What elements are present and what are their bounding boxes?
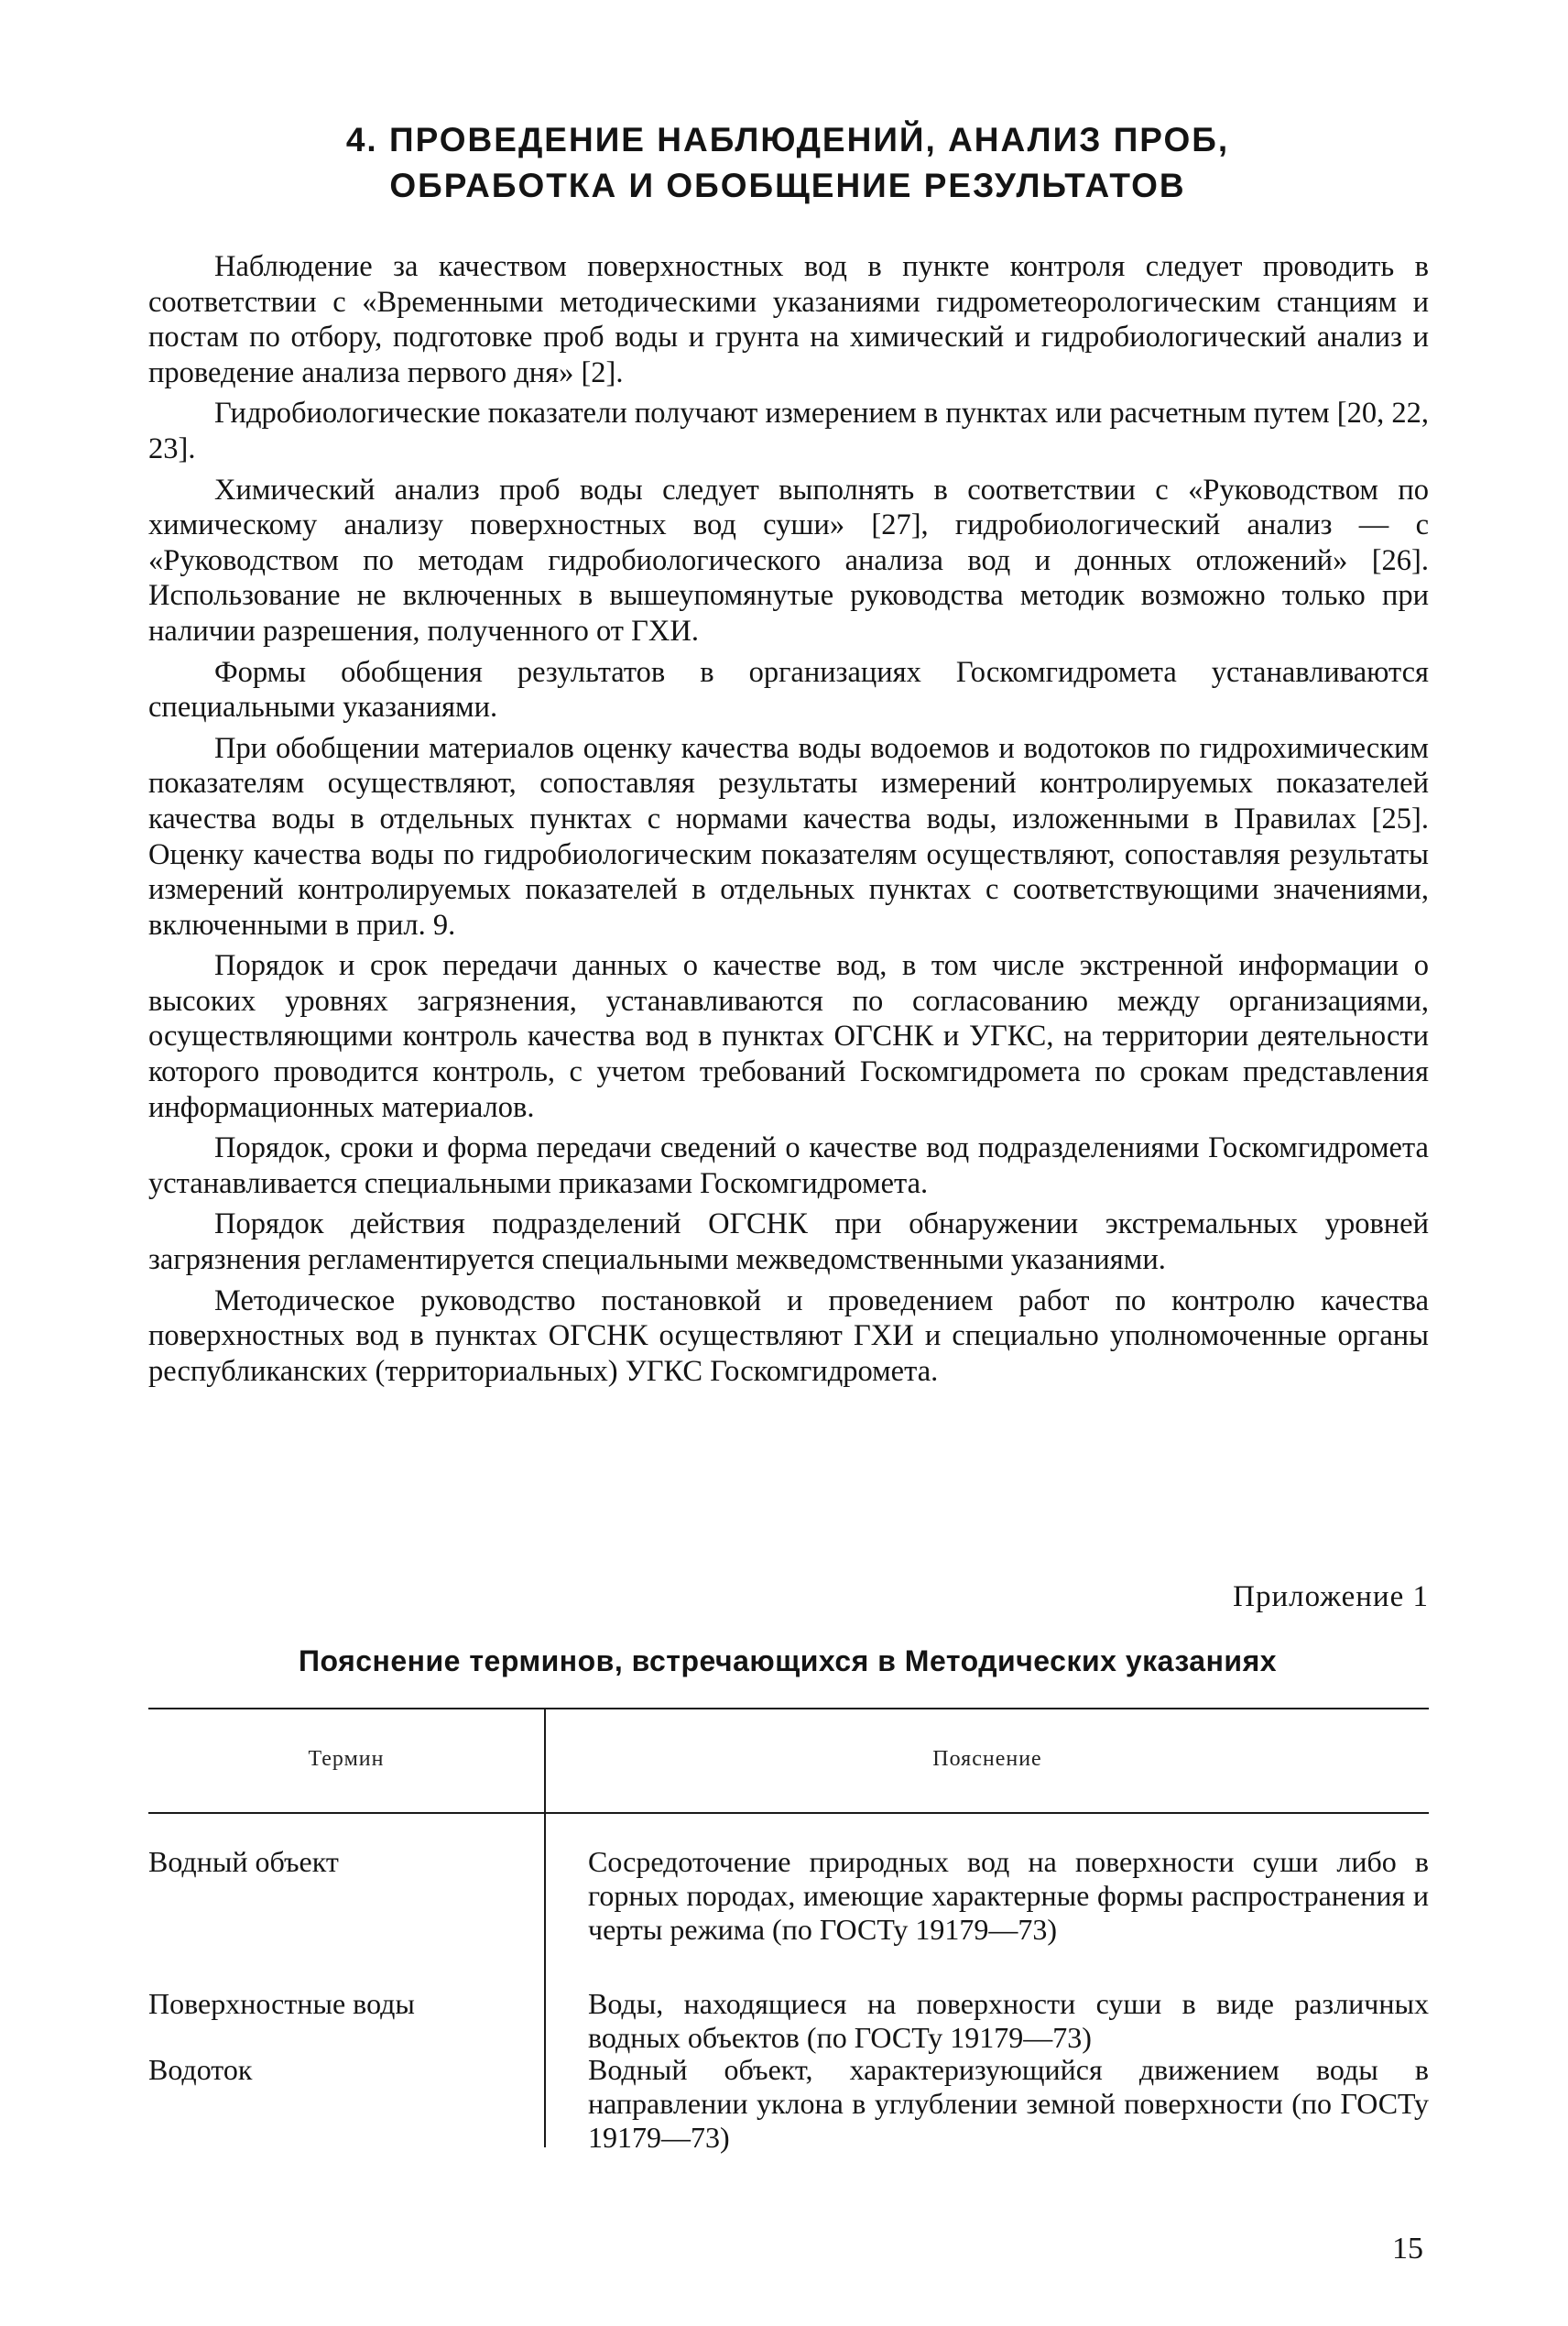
table-header-rule	[148, 1812, 1429, 1814]
table-row-term: Водоток	[148, 2053, 253, 2086]
paragraph: Порядок и срок передачи данных о качестве вод, в том числе экстренной информации о высоких уровнях загрязнения, устанавливаются по согласованию между организациями, осуществляющими контроль качества вод в пунктах ОГСНК и УГКС, на территории деятельности которого проводится контроль, с учетом требований Госкомгидромета по срокам представления информационных материалов.	[148, 949, 1429, 1124]
paragraph: Химический анализ проб воды следует выполнять в соответствии с «Руководством по химическому анализу поверхностных вод суши» [27], гидробиологический анализ — с «Руководством по методам гидробиологического анализа вод и донных отложений» [26]. Использование не включенных в вышеупомянутые руководства методик возможно только при наличии разрешения, полученного от ГХИ.	[148, 473, 1429, 648]
appendix-label: Приложение 1	[1233, 1580, 1429, 1613]
table-title: Пояснение терминов, встречающихся в Методических указаниях	[298, 1644, 1278, 1677]
paragraph: Гидробиологические показатели получают измерением в пунктах или расчетным путем [20, 22, 23].	[148, 397, 1429, 465]
paragraph: Порядок, сроки и форма передачи сведений о качестве вод подразделениями Госкомгидромета устанавливается специальными приказами Госкомгидромета.	[148, 1131, 1429, 1200]
table-row-term: Водный объект	[148, 1845, 339, 1878]
page-number: 15	[1392, 2232, 1423, 2266]
section-body	[148, 249, 1429, 1394]
paragraph: Методическое руководство постановкой и проведением работ по контролю качества поверхностных вод в пунктах ОГСНК осуществляют ГХИ и специально уполномоченные органы республиканских (территориальных) УГКС Госкомгидромета.	[148, 1283, 1429, 1388]
column-header-term: Термин	[308, 1747, 385, 1771]
column-header-explanation: Пояснение	[932, 1747, 1042, 1771]
table-row-explanation: Сосредоточение природных вод на поверхности суши либо в горных породах, имеющие характерные формы распространения и черты режима (по ГОСТу 19179—73)	[588, 1845, 1429, 1946]
section-title-line-2: ОБРАБОТКА И ОБОБЩЕНИЕ РЕЗУЛЬТАТОВ	[389, 167, 1186, 204]
paragraph: Порядок действия подразделений ОГСНК при обнаружении экстремальных уровней загрязнения регламентируется специальными межведомственными указаниями.	[148, 1207, 1429, 1277]
section-title-line-1: 4. ПРОВЕДЕНИЕ НАБЛЮДЕНИЙ, АНАЛИЗ ПРОБ,	[345, 121, 1230, 158]
paragraph: Наблюдение за качеством поверхностных вод в пункте контроля следует проводить в соответствии с «Временными методическими указаниями гидрометеорологическим станциям и постам по отбору, подготовке проб воды и грунта на химический и гидробиологический анализ и проведение анализа первого дня» [2].	[148, 250, 1429, 389]
table-top-rule	[148, 1708, 1429, 1709]
table-row-explanation: Воды, находящиеся на поверхности суши в виде различных водных объектов (по ГОСТу 19179—73)	[588, 1987, 1429, 2054]
paragraph: При обобщении материалов оценку качества воды водоемов и водотоков по гидрохимическим показателям осуществляют, сопоставляя результаты измерений контролируемых показателей качества воды в отдельных пунктах с нормами качества воды, изложенными в Правилах [25]. Оценку качества воды по гидробиологическим показателям осуществляют, сопоставляя результаты измерений контролируемых показателей в отдельных пунктах с соответствующими значениями, включенными в прил. 9.	[148, 731, 1429, 942]
table-row-term: Поверхностные воды	[148, 1987, 415, 2020]
table-row-explanation: Водный объект, характеризующийся движением воды в направлении уклона в углублении земной поверхности (по ГОСТу 19179—73)	[588, 2053, 1429, 2154]
paragraph: Формы обобщения результатов в организациях Госкомгидромета устанавливаются специальными указаниями.	[148, 655, 1429, 725]
